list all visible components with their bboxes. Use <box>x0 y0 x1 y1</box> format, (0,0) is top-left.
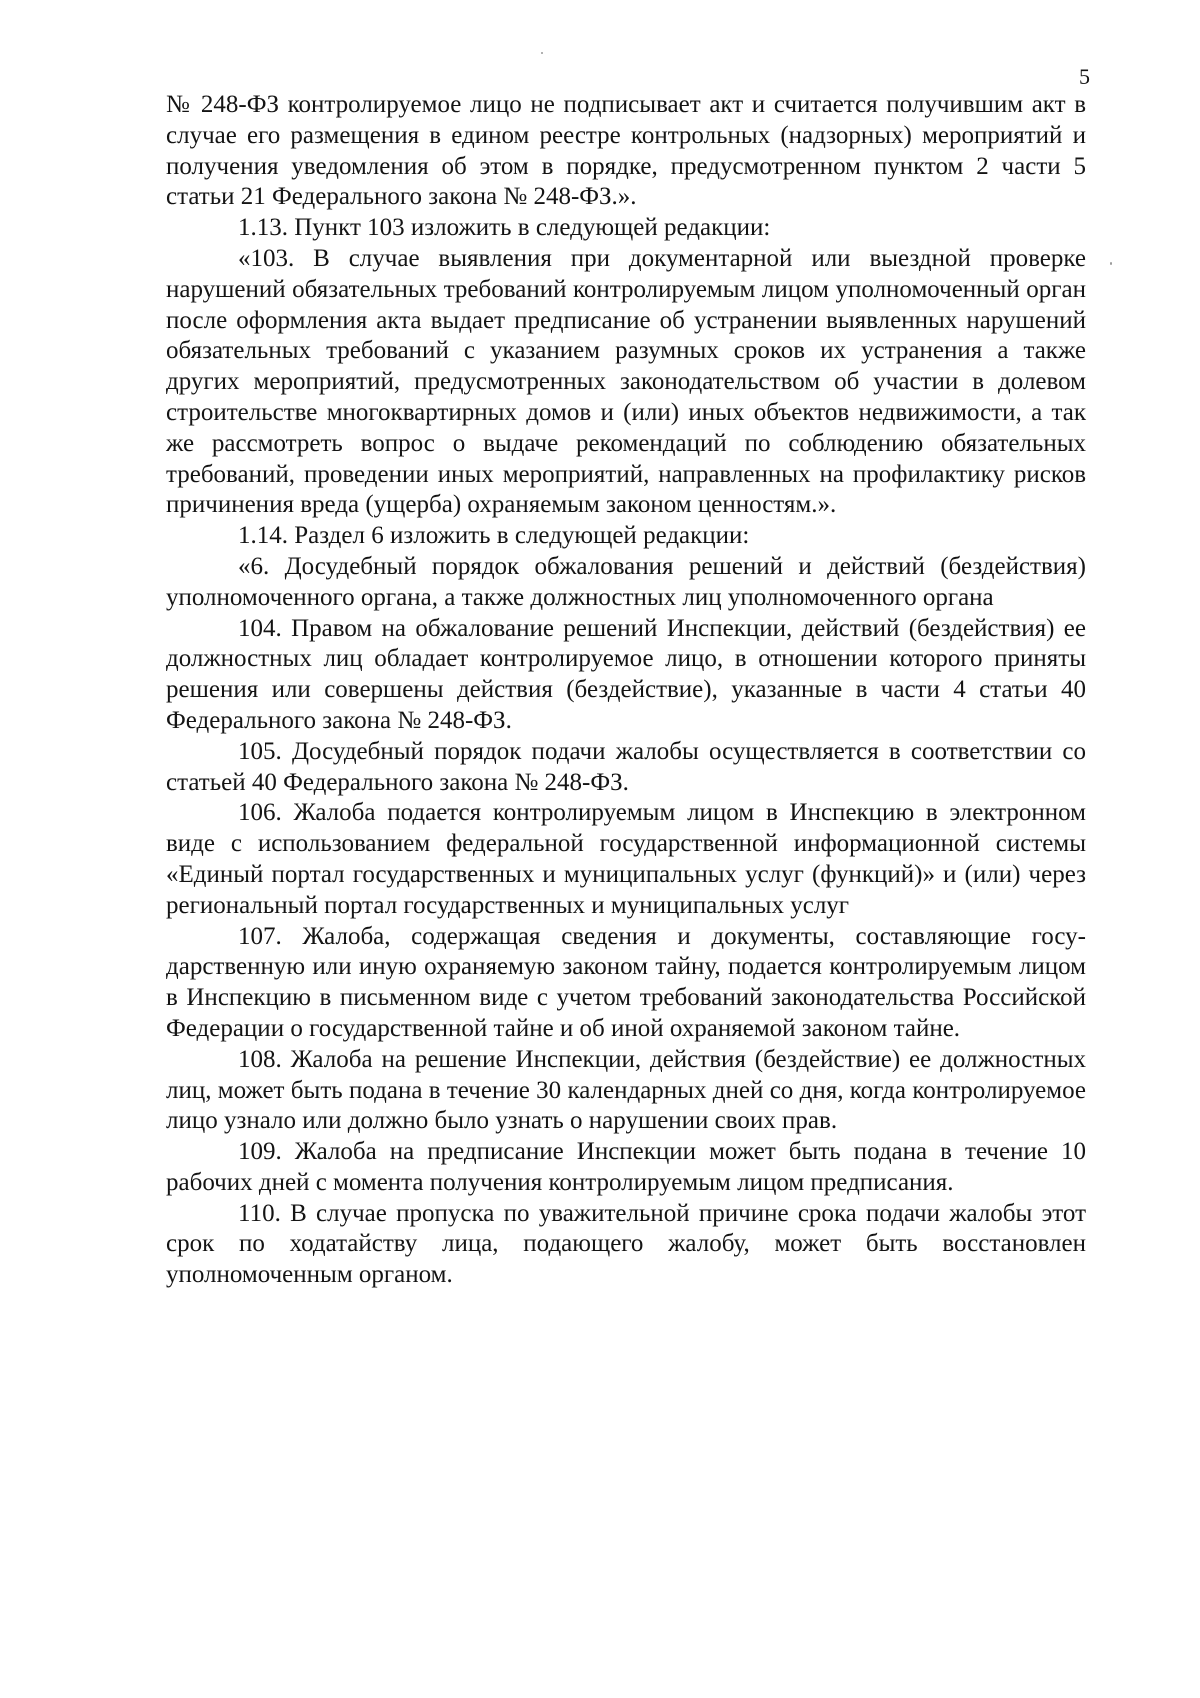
scan-speck <box>1110 262 1112 265</box>
paragraph-1: № 248-ФЗ контролируемое лицо не подписывает акт и считается получившим акт в случае его размещения в едином реестре контрольных (надзорных) мероприятий и получения уведомления об этом в порядке, предусмотренном пунктом 2 части 5 статьи 21 Федерального закона № 248-ФЗ.». <box>166 91 1086 211</box>
paragraph-9: 107. Жалоба, содержащая сведения и документы, составляющие государственную или иную охраняемую законом тайну, подается контролируемым лицом в Инспекцию в письменном виде с учетом требований законодательства Российской Федерации о государственной тайне и об иной охраняемой законом тайне. <box>166 922 1086 1042</box>
paragraph-4: 1.14. Раздел 6 изложить в следующей редакции: <box>238 522 750 550</box>
paragraph-5: «6. Досудебный порядок обжалования решений и действий (бездействия) уполномоченного органа, а также должностных лиц уполномоченного органа <box>166 552 1086 611</box>
paragraph-3: «103. В случае выявления при документарной или выездной проверке нарушений обязательных требований контролируемым лицом уполномоченный орган после оформления акта выдает предписание об устранении выявленных нарушений обязательных требований с указанием разумных сроков их устранения а также других мероприятий, предусмотренных законодательством об участии в долевом строительстве многоквартирных домов и (или) иных объектов недвижимости, а так же рассмотреть вопрос о выдаче рекомендаций по соблюдению обязательных требований, проведении иных мероприятий, направленных на профилактику рисков причинения вреда (ущерба) охраняемым законом ценностям.». <box>166 244 1086 519</box>
body-text <box>166 90 1086 1291</box>
paragraph-11: 109. Жалоба на предписание Инспекции может быть подана в течение 10 рабочих дней с момента получения контролируемым лицом предписания. <box>166 1138 1086 1196</box>
page-number: 5 <box>1079 64 1090 89</box>
paragraph-7: 105. Досудебный порядок подачи жалобы осуществляется в соответствии со статьей 40 Федерального закона № 248-ФЗ. <box>166 737 1086 796</box>
paragraph-6: 104. Правом на обжалование решений Инспекции, действий (бездействия) ее должностных лиц обладает контролируемое лицо, в отношении которого приняты решения или совершены действия (бездействие), указанные в части 4 статьи 40 Федерального закона № 248-ФЗ. <box>166 614 1086 734</box>
scan-speck <box>541 52 543 54</box>
paragraph-2: 1.13. Пункт 103 изложить в следующей редакции: <box>238 214 771 242</box>
paragraph-8: 106. Жалоба подается контролируемым лицом в Инспекцию в электронном виде с использованием федеральной государственной информационной системы «Единый портал государственных и муниципальных услуг (функций)» и (или) через региональный портал государственных и муниципальных услуг <box>166 799 1086 919</box>
paragraph-10: 108. Жалоба на решение Инспекции, действия (бездействие) ее должностных лиц, может быть подана в течение 30 календарных дней со дня, когда контролируемое лицо узнало или должно было узнать о нарушении своих прав. <box>166 1045 1086 1135</box>
paragraph-12: 110. В случае пропуска по уважительной причине срока подачи жалобы этот срок по ходатайству лица, подающего жалобу, может быть восстановлен уполномоченным органом. <box>166 1199 1086 1289</box>
